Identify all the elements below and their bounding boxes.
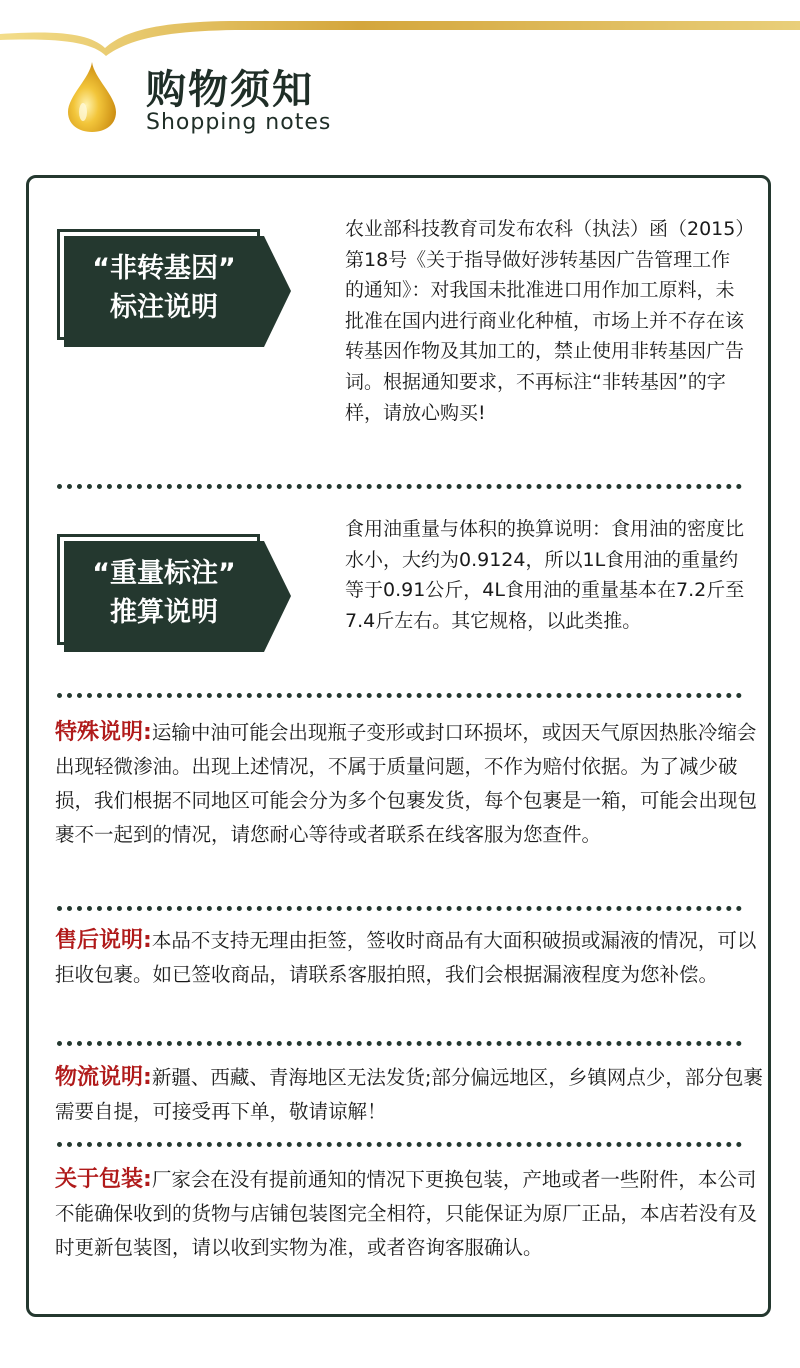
page-title: 购物须知: [146, 67, 314, 113]
dotted-divider: [57, 1041, 742, 1046]
page-header: [0, 0, 800, 170]
oil-drop-icon: [64, 60, 120, 134]
special-note-text: 运输中油可能会出现瓶子变形或封口环损坏，或因天气原因热胀冷缩会出现轻微渗油。出现上述情况，不属于质量问题，不作为赔付依据。为了减少破损，我们根据不同地区可能会分为多个包裹发货，每个包裹是一箱，可能会出现包裹不一起到的情况，请您耐心等待或者联系在线客服为您查件。: [55, 721, 758, 846]
after-sales-note-text: 本品不支持无理由拒签，签收时商品有大面积破损或漏液的情况，可以拒收包裹。如已签收商品，请联系客服拍照，我们会根据漏液程度为您补偿。: [55, 929, 757, 986]
gmo-label-tag: [57, 229, 291, 347]
page-subtitle: Shopping notes: [146, 110, 332, 135]
gold-arc-decoration: [0, 0, 800, 60]
dotted-divider: [57, 693, 742, 698]
dotted-divider: [57, 1142, 742, 1147]
weight-explanation: 食用油重量与体积的换算说明：食用油的密度比水小，大约为0.9124，所以1L食用油的重量约等于0.91公斤，4L食用油的重量基本在7.2斤至7.4斤左右。其它规格，以此类推。: [345, 518, 745, 632]
packaging-note: [55, 1163, 763, 1265]
dotted-divider: [57, 906, 742, 911]
gmo-tag-line1: “非转基因”: [92, 253, 236, 284]
after-sales-note-label: 售后说明:: [55, 928, 152, 953]
special-note-label: 特殊说明:: [55, 720, 152, 745]
gmo-tag-line2: 标注说明: [110, 292, 218, 323]
dotted-divider: [57, 484, 742, 489]
notes-card: [26, 175, 771, 1317]
packaging-note-label: 关于包装:: [55, 1167, 152, 1192]
gmo-explanation: 农业部科技教育司发布农科（执法）函（2015）第18号《关于指导做好涉转基因广告管理工作的通知》：对我国未批准进口用作加工原料，未批准在国内进行商业化种植，市场上并不存在该转基因作物及其加工的，禁止使用非转基因广告词。根据通知要求，不再标注“非转基因”的字样，请放心购买!: [345, 218, 745, 424]
logistics-note: [55, 1061, 763, 1129]
weight-tag-line2: 推算说明: [110, 597, 218, 628]
weight-tag-line1: “重量标注”: [92, 558, 236, 589]
weight-label-tag: [57, 534, 291, 652]
packaging-note-text: 厂家会在没有提前通知的情况下更换包装，产地或者一些附件，本公司不能确保收到的货物与店铺包装图完全相符，只能保证为原厂正品，本店若没有及时更新包装图，请以收到实物为准，或者咨询客服确认。: [55, 1168, 758, 1259]
special-note: [55, 716, 763, 852]
logistics-note-label: 物流说明:: [55, 1065, 152, 1090]
logistics-note-text: 新疆、西藏、青海地区无法发货;部分偏远地区，乡镇网点少，部分包裹需要自提，可接受再下单，敬请谅解！: [55, 1066, 763, 1123]
after-sales-note: [55, 924, 763, 992]
